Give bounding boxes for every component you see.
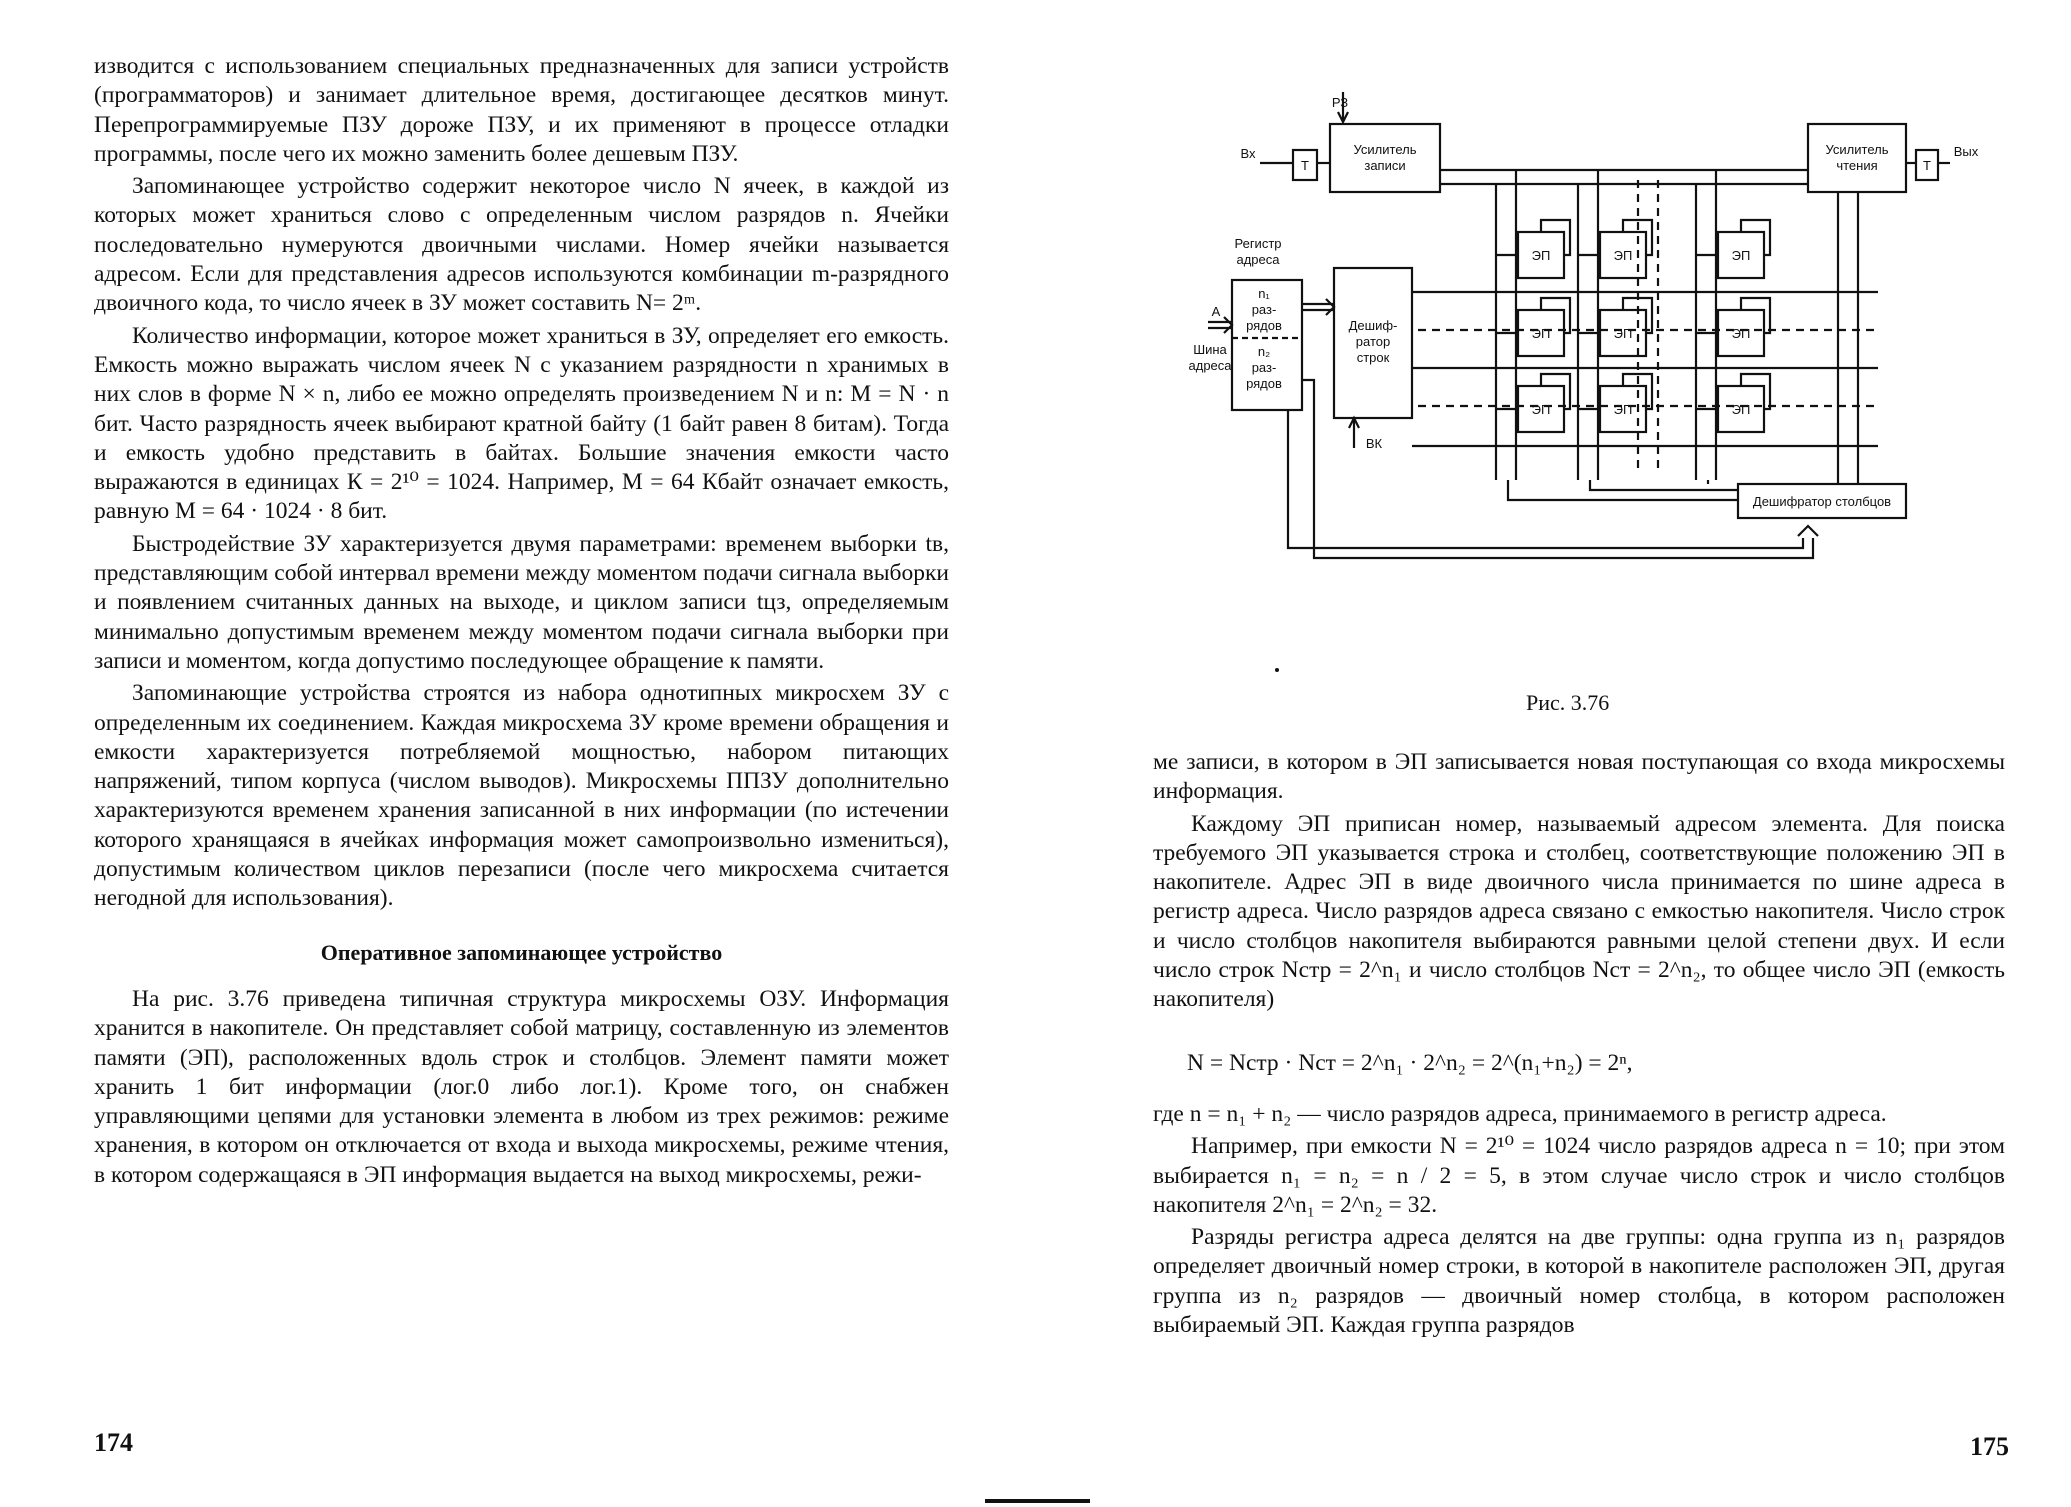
speck [1275,668,1279,672]
row-decoder-label: ратор [1355,334,1391,349]
ep-label: ЭП [1613,248,1633,263]
addr-reg-label: Регистр [1234,236,1282,251]
bus-label: Шина [1193,342,1227,357]
n2-bits-label: рядов [1246,376,1282,391]
ep-label: ЭП [1613,326,1633,341]
ep-label: ЭП [1613,402,1633,417]
row-decoder-label: строк [1356,350,1390,365]
n1-label: n₁ [1258,286,1270,301]
paragraph: изводится с использованием специальных предназначенных для записи устройств (программаторов) и занимает длительное время, достигающее десятков минут. Перепрограммируемые ПЗУ дороже ПЗУ, и их применяют в процессе отладки программы, после чего их можно заменить более дешевым ПЗУ. [94,53,949,167]
page-number-left: 174 [94,1428,133,1457]
read-amp-label: Усилитель [1825,142,1889,157]
ep-label: ЭП [1731,326,1751,341]
paragraph: На рис. 3.76 приведена типичная структура микросхемы ОЗУ. Информация хранится в накопителе. Он представляет собой матрицу, составленную из элементов памяти (ЭП), расположенных вдоль строк и столбцов. Элемент памяти может хранить 1 бит информации (лог.0 либо лог.1). Кроме того, он снабжен управляющими цепями для установки элемента в любом из трех режимов: режиме хранения, в котором он отключается от входа и выхода микросхемы, режиме чтения, в котором содержащаяся в ЭП информация выдается на выход микросхемы, режи- [94,985,949,1188]
ep-label: ЭП [1531,248,1551,263]
paragraph: где n = n₁ + n₂ — число разрядов адреса, принимаемого в регистр адреса. [1153,1100,1887,1127]
bus-label: адреса [1188,358,1232,373]
col-decoder-label: Дешифратор столбцов [1752,494,1892,509]
ep-label: ЭП [1731,402,1751,417]
paragraph: Количество информации, которое может храниться в ЗУ, определяет его емкость. Емкость можно выражать числом ячеек N с указанием разрядности n хранимых в них слов в форме N × n, либо ее можно определять произведением N и n: M = N · n бит. Часто разрядность ячеек выбирают кратной байту (1 байт равен 8 битам). Тогда и емкость удобно представить в байтах. Большие значения емкости часто выражаются в единицах К = 2¹⁰ = 1024. Например, M = 64 Кбайт означает емкость, равную M = 64 · 1024 · 8 бит. [94,322,949,525]
trigger-label: Т [1301,158,1309,173]
addr-reg-label: адреса [1236,252,1280,267]
paragraph: Запоминающее устройство содержит некоторое число N ячеек, в каждой из которых может храниться слово с определенным числом разрядов n. Ячейки последовательно нумеруются двоичными числами. Номер ячейки называется адресом. Если для представления адресов используются комбинации m-разрядного двоичного кода, то число ячеек в ЗУ может составить N= 2ᵐ. [94,173,949,317]
rz-label: РЗ [1331,95,1349,110]
ram-structure-diagram [1188,80,1998,640]
write-amp-label: записи [1364,158,1406,173]
paragraph: Запоминающие устройства строятся из набора однотипных микросхем ЗУ с определенным их соединением. Каждая микросхема ЗУ кроме времени обращения и емкости характеризуется потребляемой мощностью, набором питающих напряжений, типом корпуса (числом выводов). Микросхемы ППЗУ дополнительно характеризуются временем хранения записанной в них информации (по истечении которого хранящаяся в ячейках информация может самопроизвольно измениться), допустимым количеством циклов перезаписи (после чего микросхема считается негодной для использования). [94,680,949,912]
output-label: Вых [1953,144,1979,159]
paragraph: Например, при емкости N = 2¹⁰ = 1024 число разрядов адреса n = 10; при этом выбирается n₁ = n₂ = n / 2 = 5, в этом случае число строк и число столбцов накопителя 2^n₁ = 2^n₂ = 32. [1153,1133,2005,1218]
paragraph: Каждому ЭП приписан номер, называемый адресом элемента. Для поиска требуемого ЭП указывается строка и столбец, соответствующие положению ЭП в накопителе. Адрес ЭП в виде двоичного числа принимается по шине адреса в регистр адреса. Число разрядов адреса связано с емкостью накопителя. Число строк и число столбцов накопителя выбираются равными целой степени двух. И если число строк Nстр = 2^n₁ и число столбцов Nст = 2^n₂, то общее число ЭП (емкость накопителя) [1153,810,2005,1013]
paragraph: Быстродействие ЗУ характеризуется двумя параметрами: временем выборки tв, представляющим собой интервал времени между моментом подачи сигнала выборки и появлением считанных данных на выходе, и циклом записи tцз, определяемым минимально допустимым временем между моментом подачи сигнала выборки при записи и моментом, когда допустимо последующее обращение к памяти. [94,530,949,674]
section-heading: Оперативное запоминающее устройство [320,939,723,965]
figure-caption: Рис. 3.76 [1526,690,1610,715]
n1-bits-label: рядов [1246,318,1282,333]
a-label: А [1211,304,1221,319]
row-decoder-label: Дешиф- [1348,318,1398,333]
left-text-column [94,52,949,1190]
page-number-right: 175 [1970,1432,2009,1461]
right-text-column [1153,748,2005,1340]
paragraph: ме записи, в котором в ЭП записывается новая поступающая со входа микросхемы информация. [1153,749,2005,805]
left-page [0,0,1010,1507]
paragraph: Разряды регистра адреса делятся на две группы: одна группа из n₁ разрядов определяет двоичный номер строки, в которой в накопителе расположен ЭП, другая группа из n₂ разрядов — двоичный номер столбца, в котором расположен выбираемый ЭП. Каждая группа разрядов [1153,1224,2005,1339]
trigger-label: Т [1923,158,1931,173]
ep-label: ЭП [1531,326,1551,341]
n2-bits-label: раз- [1251,360,1277,375]
write-amp-label: Усилитель [1353,142,1417,157]
formula: N = Nстр · Nст = 2^n₁ · 2^n₂ = 2^(n₁+n₂) = 2ⁿ, [1187,1049,1633,1076]
vk-label: ВК [1365,436,1383,451]
bottom-rule [985,1499,1090,1503]
input-label: Вх [1240,146,1256,161]
read-amp-label: чтения [1836,158,1878,173]
n1-bits-label: раз- [1251,302,1277,317]
ep-label: ЭП [1531,402,1551,417]
n2-label: n₂ [1257,344,1271,359]
ep-label: ЭП [1731,248,1751,263]
